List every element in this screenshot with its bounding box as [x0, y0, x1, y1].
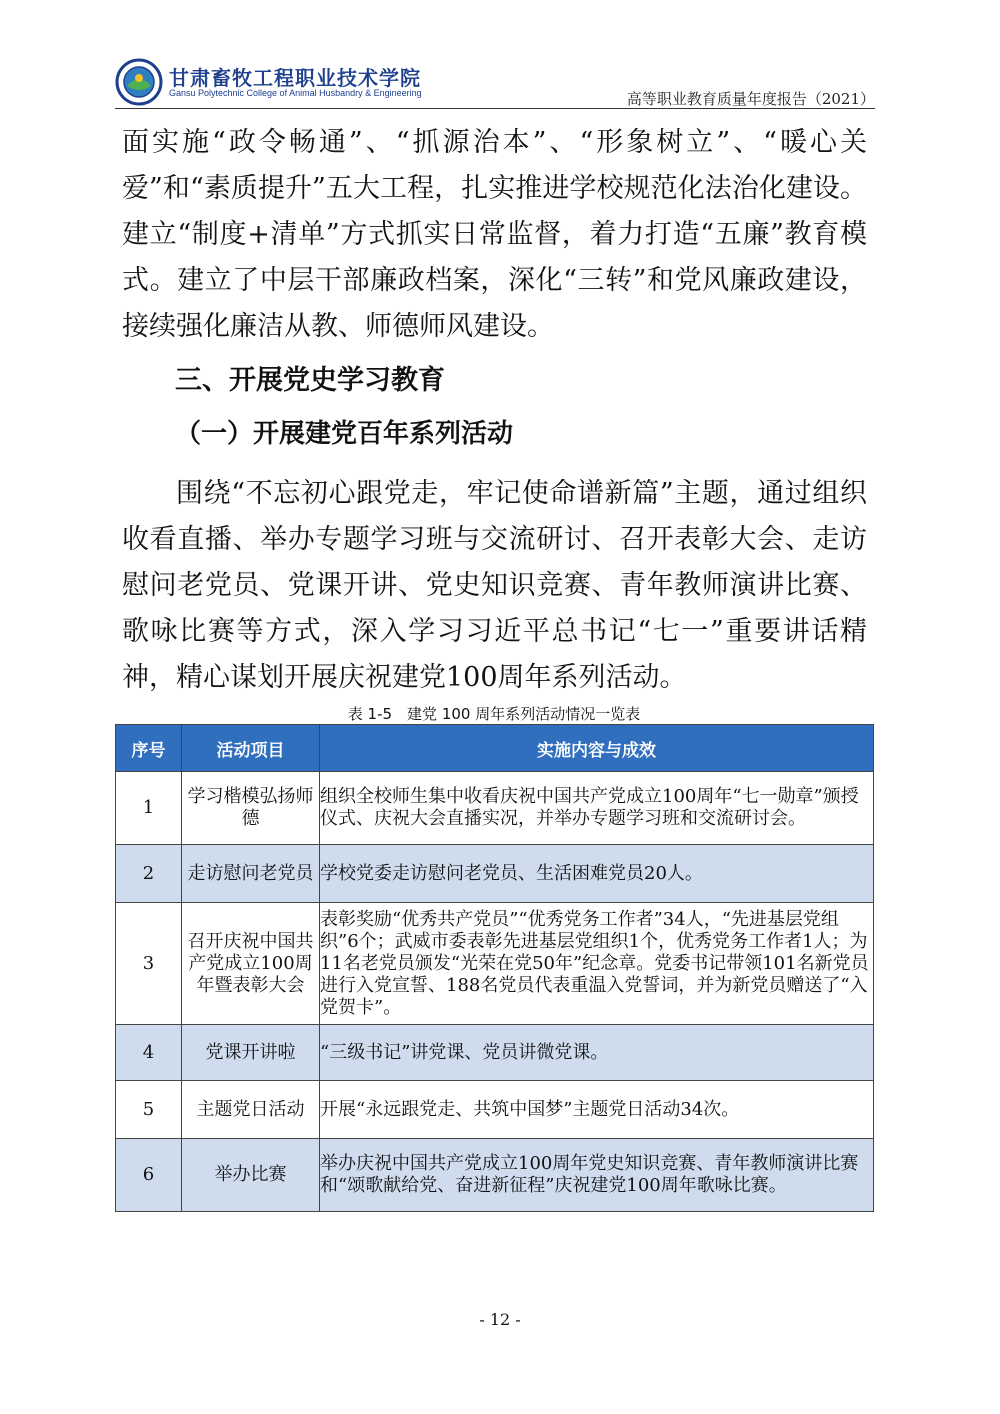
report-title: 高等职业教育质量年度报告（2021） [626, 90, 875, 108]
row-number: 1 [116, 772, 182, 845]
page-number: - 12 - [479, 1310, 521, 1329]
row-number: 6 [116, 1139, 182, 1212]
row-number: 3 [116, 903, 182, 1025]
row-content: 举办庆祝中国共产党成立100周年党史知识竞赛、青年教师演讲比赛和“颂歌献给党、奋进新征程”庆祝建党100周年歌咏比赛。 [320, 1139, 874, 1212]
column-header-content: 实施内容与成效 [320, 725, 874, 772]
header-divider [115, 108, 875, 109]
college-name-en: Gansu Polytechnic College of Animal Husbandry & Engineering [169, 88, 422, 98]
row-activity: 召开庆祝中国共产党成立100周年暨表彰大会 [182, 903, 320, 1025]
row-activity: 学习楷模弘扬师德 [182, 772, 320, 845]
row-content: 表彰奖励“优秀共产党员”“优秀党务工作者”34人，“先进基层党组织”6个；武威市委表彰先进基层党组织1个，优秀党务工作者1人；为11名老党员颁发“光荣在党50年”纪念章。党委书记带领101名新党员进行入党宣誓、188名党员代表重温入党誓词，并为新党员赠送了“入党贺卡”。 [320, 903, 874, 1025]
row-number: 2 [116, 845, 182, 903]
table-row [116, 1139, 874, 1212]
row-content: 开展“永远跟党走、共筑中国梦”主题党日活动34次。 [320, 1081, 874, 1139]
table-row [116, 845, 874, 903]
college-name-cn: 甘肃畜牧工程职业技术学院 [169, 66, 421, 90]
activities-table [115, 724, 874, 1212]
college-seal-icon [115, 58, 163, 106]
paragraph-activities: 围绕“不忘初心跟党走，牢记使命谱新篇”主题，通过组织收看直播、举办专题学习班与交流研讨、召开表彰大会、走访慰问老党员、党课开讲、党史知识竞赛、青年教师演讲比赛、歌咏比赛等方式，深入学习习近平总书记“七一”重要讲话精神，精心谋划开展庆祝建党100周年系列活动。 [122, 478, 867, 693]
row-activity: 党课开讲啦 [182, 1025, 320, 1081]
row-content: 学校党委走访慰问老党员、生活困难党员20人。 [320, 845, 874, 903]
paragraph-continuation: 面实施“政令畅通”、“抓源治本”、“形象树立”、“暖心关爱”和“素质提升”五大工程，扎实推进学校规范化法治化建设。建立“制度+清单”方式抓实日常监督，着力打造“五廉”教育模式。建立了中层干部廉政档案，深化“三转”和党风廉政建设，接续强化廉洁从教、师德师风建设。 [122, 127, 867, 342]
row-content: “三级书记”讲党课、党员讲微党课。 [320, 1025, 874, 1081]
row-activity: 走访慰问老党员 [182, 845, 320, 903]
table-row [116, 1025, 874, 1081]
section-heading: 三、开展党史学习教育 [175, 365, 445, 396]
table-caption: 表 1-5 建党 100 周年系列活动情况一览表 [347, 705, 641, 723]
page-header [115, 58, 875, 110]
row-activity: 主题党日活动 [182, 1081, 320, 1139]
table-row [116, 1081, 874, 1139]
subsection-heading: （一）开展建党百年系列活动 [175, 419, 514, 449]
table-row [116, 772, 874, 845]
column-header-activity: 活动项目 [182, 725, 320, 772]
table-header-row [116, 725, 874, 772]
column-header-number: 序号 [116, 725, 182, 772]
table-row [116, 903, 874, 1025]
row-content: 组织全校师生集中收看庆祝中国共产党成立100周年“七一勋章”颁授仪式、庆祝大会直播实况，并举办专题学习班和交流研讨会。 [320, 772, 874, 845]
row-number: 5 [116, 1081, 182, 1139]
row-activity: 举办比赛 [182, 1139, 320, 1212]
row-number: 4 [116, 1025, 182, 1081]
